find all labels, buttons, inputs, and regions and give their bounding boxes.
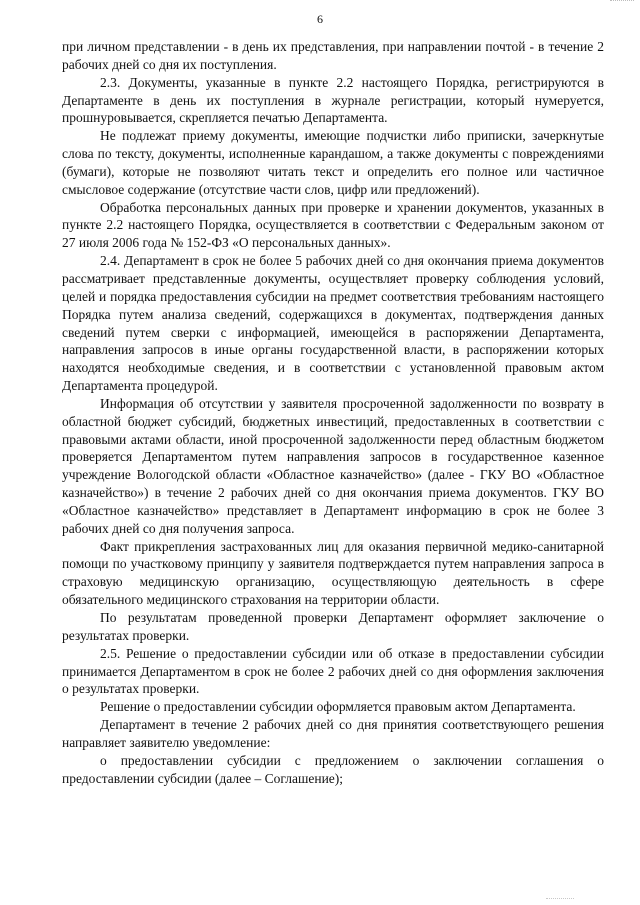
paragraph-notification: Департамент в течение 2 рабочих дней со дня принятия соответствующего решения направляет заявителю уведомление: [62, 717, 604, 750]
paragraph-2-4-review: 2.4. Департамент в срок не более 5 рабочих дней со дня окончания приема документов рассматривает представленные документы, осуществляет проверку соблюдения условий, целей и порядка предоставления субсидии на предмет соответствия требованиям настоящего Порядка путем анализа сведений, содержащихся в документах, подтверждения данных сведений путем сверки с информацией, имеющейся в распоряжении Департамента, направления запросов в иные органы государственной власти, в распоряжении которых находятся необходимые сведения, и в соответствии с установленной правовым актом Департамента процедурой. [62, 253, 604, 394]
paragraph-conclusion: По результатам проведенной проверки Департамент оформляет заключение о результатах проверки. [62, 610, 604, 643]
page-number: 6 [317, 12, 323, 26]
paragraph-continuation: при личном представлении - в день их представления, при направлении почтой - в течение 2 рабочих дней со дня их поступления. [62, 39, 604, 72]
document-body [62, 38, 604, 787]
paragraph-legal-act: Решение о предоставлении субсидии оформляется правовым актом Департамента. [100, 699, 576, 715]
paragraph-insured-persons: Факт прикрепления застрахованных лиц для оказания первичной медико-санитарной помощи по участковому принципу у заявителя подтверждается путем направления запроса в страховую медицинскую организацию, осуществляющую деятельность в сфере обязательного медицинского страхования на территории области. [62, 538, 604, 608]
paragraph-2-5-decision: 2.5. Решение о предоставлении субсидии или об отказе в предоставлении субсидии принимается Департаментом в срок не более 2 рабочих дней со дня оформления заключения о результатах проверки. [62, 645, 604, 697]
paragraph-personal-data: Обработка персональных данных при проверке и хранении документов, указанных в пункте 2.2 настоящего Порядка, осуществляется в соответствии с Федеральным законом от 27 июля 2006 года № 152-ФЗ «О персональных данных». [62, 199, 604, 251]
paragraph-rejection-conditions: Не подлежат приему документы, имеющие подчистки либо приписки, зачеркнутые слова по тексту, документы, исполненные карандашом, а также документы с повреждениями (бумаги), которые не позволяют читать текст и определить его полное или частичное смысловое содержание (отсутствие части слов, цифр или предложений). [62, 128, 604, 197]
paragraph-agreement-offer: о предоставлении субсидии с предложением о заключении соглашения о предоставлении субсидии (далее – Соглашение); [62, 752, 604, 786]
scan-corner-mark [610, 0, 634, 4]
paragraph-debt-check: Информация об отсутствии у заявителя просроченной задолженности по возврату в областной бюджет субсидий, бюджетных инвестиций, предоставленных в соответствии с правовыми актами области, иной просроченной задолженности перед областным бюджетом проверяется Департаментом путем направления запросов в государственное казенное учреждение Вологодской области «Областное казначейство» (далее - ГКУ ВО «Областное казначейство») в течение 2 рабочих дней со дня окончания приема документов. ГКУ ВО «Областное казначейство» представляет в Департамент информацию в срок не более 3 рабочих дней со дня получения запроса. [62, 395, 604, 536]
paragraph-2-3-registration: 2.3. Документы, указанные в пункте 2.2 настоящего Порядка, регистрируются в Департаменте в день их поступления в журнале регистрации, который нумеруется, прошнуровывается, скрепляется печатью Департамента. [62, 74, 604, 126]
scan-footer-mark [546, 898, 574, 901]
